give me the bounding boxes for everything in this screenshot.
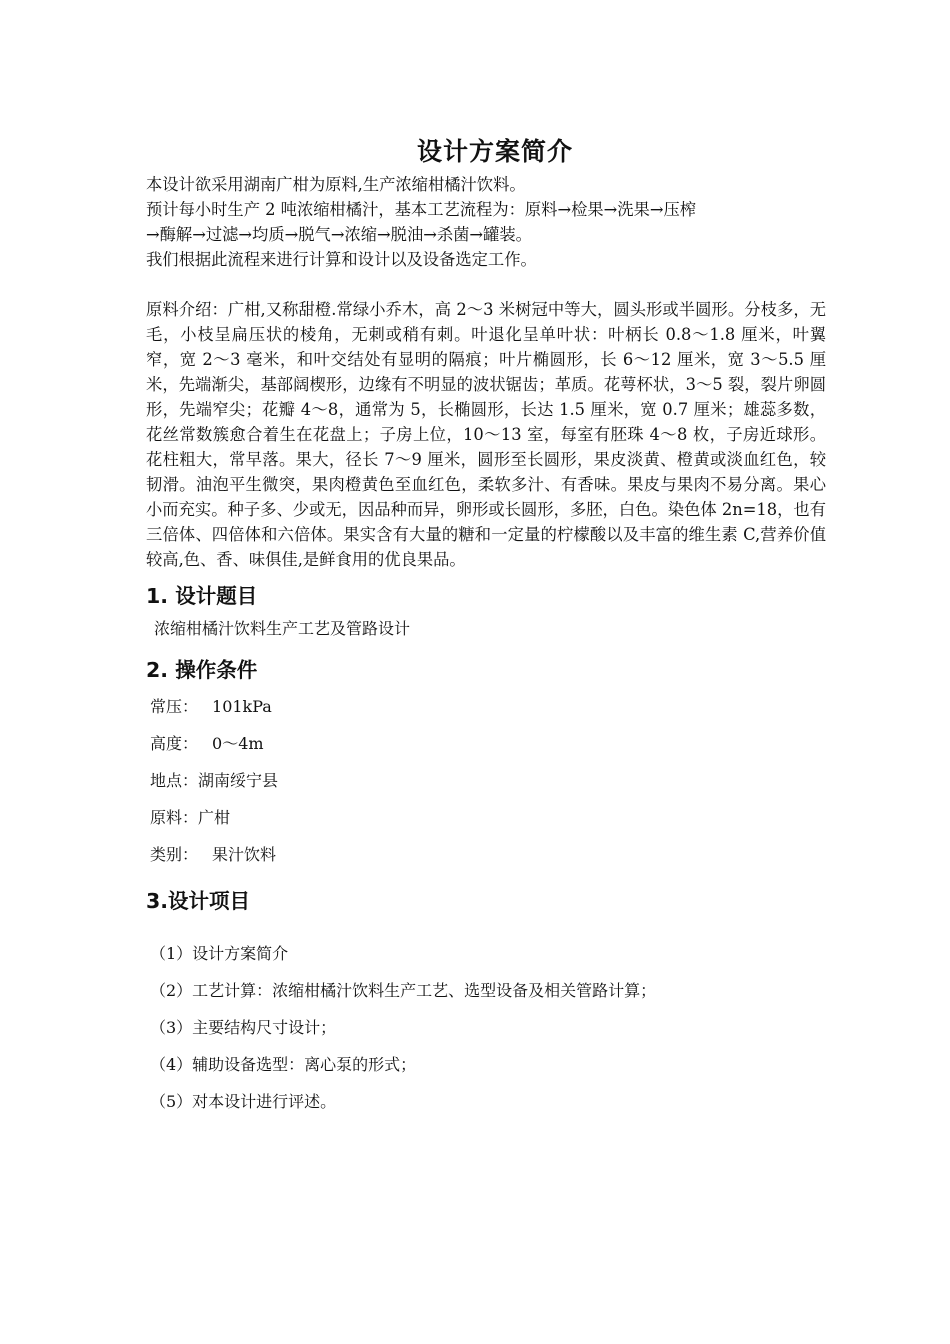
intro-line-1: 本设计欲采用湖南广柑为原料,生产浓缩柑橘汁饮料。	[146, 175, 526, 194]
condition-value: 0～4m	[212, 734, 264, 753]
condition-pressure	[150, 688, 826, 725]
condition-label: 常压：	[150, 697, 199, 716]
design-subject: 浓缩柑橘汁饮料生产工艺及管路设计	[154, 619, 411, 638]
section-1-heading: 1. 设计题目	[146, 584, 258, 608]
condition-location	[150, 762, 826, 799]
list-item: （3）主要结构尺寸设计；	[150, 1018, 337, 1037]
intro-line-4: 我们根据此流程来进行计算和设计以及设备选定工作。	[146, 250, 537, 269]
condition-value: 湖南绥宁县	[198, 771, 279, 790]
condition-label: 原料：	[150, 808, 199, 827]
list-item: （4）辅助设备选型：离心泵的形式；	[150, 1055, 417, 1074]
condition-category	[150, 836, 826, 873]
condition-label: 地点：	[150, 771, 199, 790]
condition-material	[150, 799, 826, 836]
document-title: 设计方案简介	[416, 137, 573, 166]
intro-line-3: →酶解→过滤→均质→脱气→浓缩→脱油→杀菌→罐装。	[146, 225, 532, 244]
design-items-list	[146, 935, 826, 1120]
intro-line-2: 预计每小时生产 2 吨浓缩柑橘汁，基本工艺流程为：原料→检果→洗果→压榨	[146, 200, 697, 219]
condition-value: 101kPa	[212, 697, 272, 716]
list-item: （2）工艺计算：浓缩柑橘汁饮料生产工艺、选型设备及相关管路计算；	[150, 981, 657, 1000]
condition-label: 类别：	[150, 845, 199, 864]
material-description: 原料介绍：广柑,又称甜橙.常绿小乔木，高 2～3 米树冠中等大，圆头形或半圆形。分枝多，无毛，小枝呈扁压状的棱角，无刺或稍有刺。叶退化呈单叶状：叶柄长 0.8～1.8 厘米，叶翼窄，宽 2～3 毫米，和叶交结处有显明的隔痕；叶片椭圆形，长 6～12 厘米，宽 3～5.5 厘米，先端渐尖，基部阔楔形，边缘有不明显的波状锯齿；革质。花萼杯状，3～5 裂，裂片卵圆形，先端窄尖；花瓣 4～8，通常为 5，长椭圆形，长达 1.5 厘米，宽 0.7 厘米；雄蕊多数，花丝常数簇愈合着生在花盘上；子房上位，10～13 室，每室有胚珠 4～8 枚，子房近球形。花柱粗大，常早落。果大，径长 7～9 厘米，圆形至长圆形，果皮淡黄、橙黄或淡血红色，较韧滑。油泡平生微突，果肉橙黄色至血红色，柔软多汁、有香味。果皮与果肉不易分离。果心小而充实。种子多、少或无，因品种而异，卵形或长圆形，多胚，白色。染色体 2n=18，也有三倍体、四倍体和六倍体。果实含有大量的糖和一定量的柠檬酸以及丰富的维生素 C,营养价值较高,色、香、味俱佳,是鲜食用的优良果品。	[146, 300, 826, 569]
section-3-heading: 3.设计项目	[146, 889, 251, 913]
document-page	[146, 132, 826, 1120]
condition-label: 高度：	[150, 734, 199, 753]
section-2-heading: 2. 操作条件	[146, 658, 258, 682]
condition-value: 广柑	[198, 808, 231, 827]
list-item: （5）对本设计进行评述。	[150, 1092, 337, 1111]
list-item: （1）设计方案简介	[150, 944, 289, 963]
condition-altitude	[150, 725, 826, 762]
condition-value: 果汁饮料	[212, 845, 277, 864]
blank-line	[146, 272, 826, 297]
